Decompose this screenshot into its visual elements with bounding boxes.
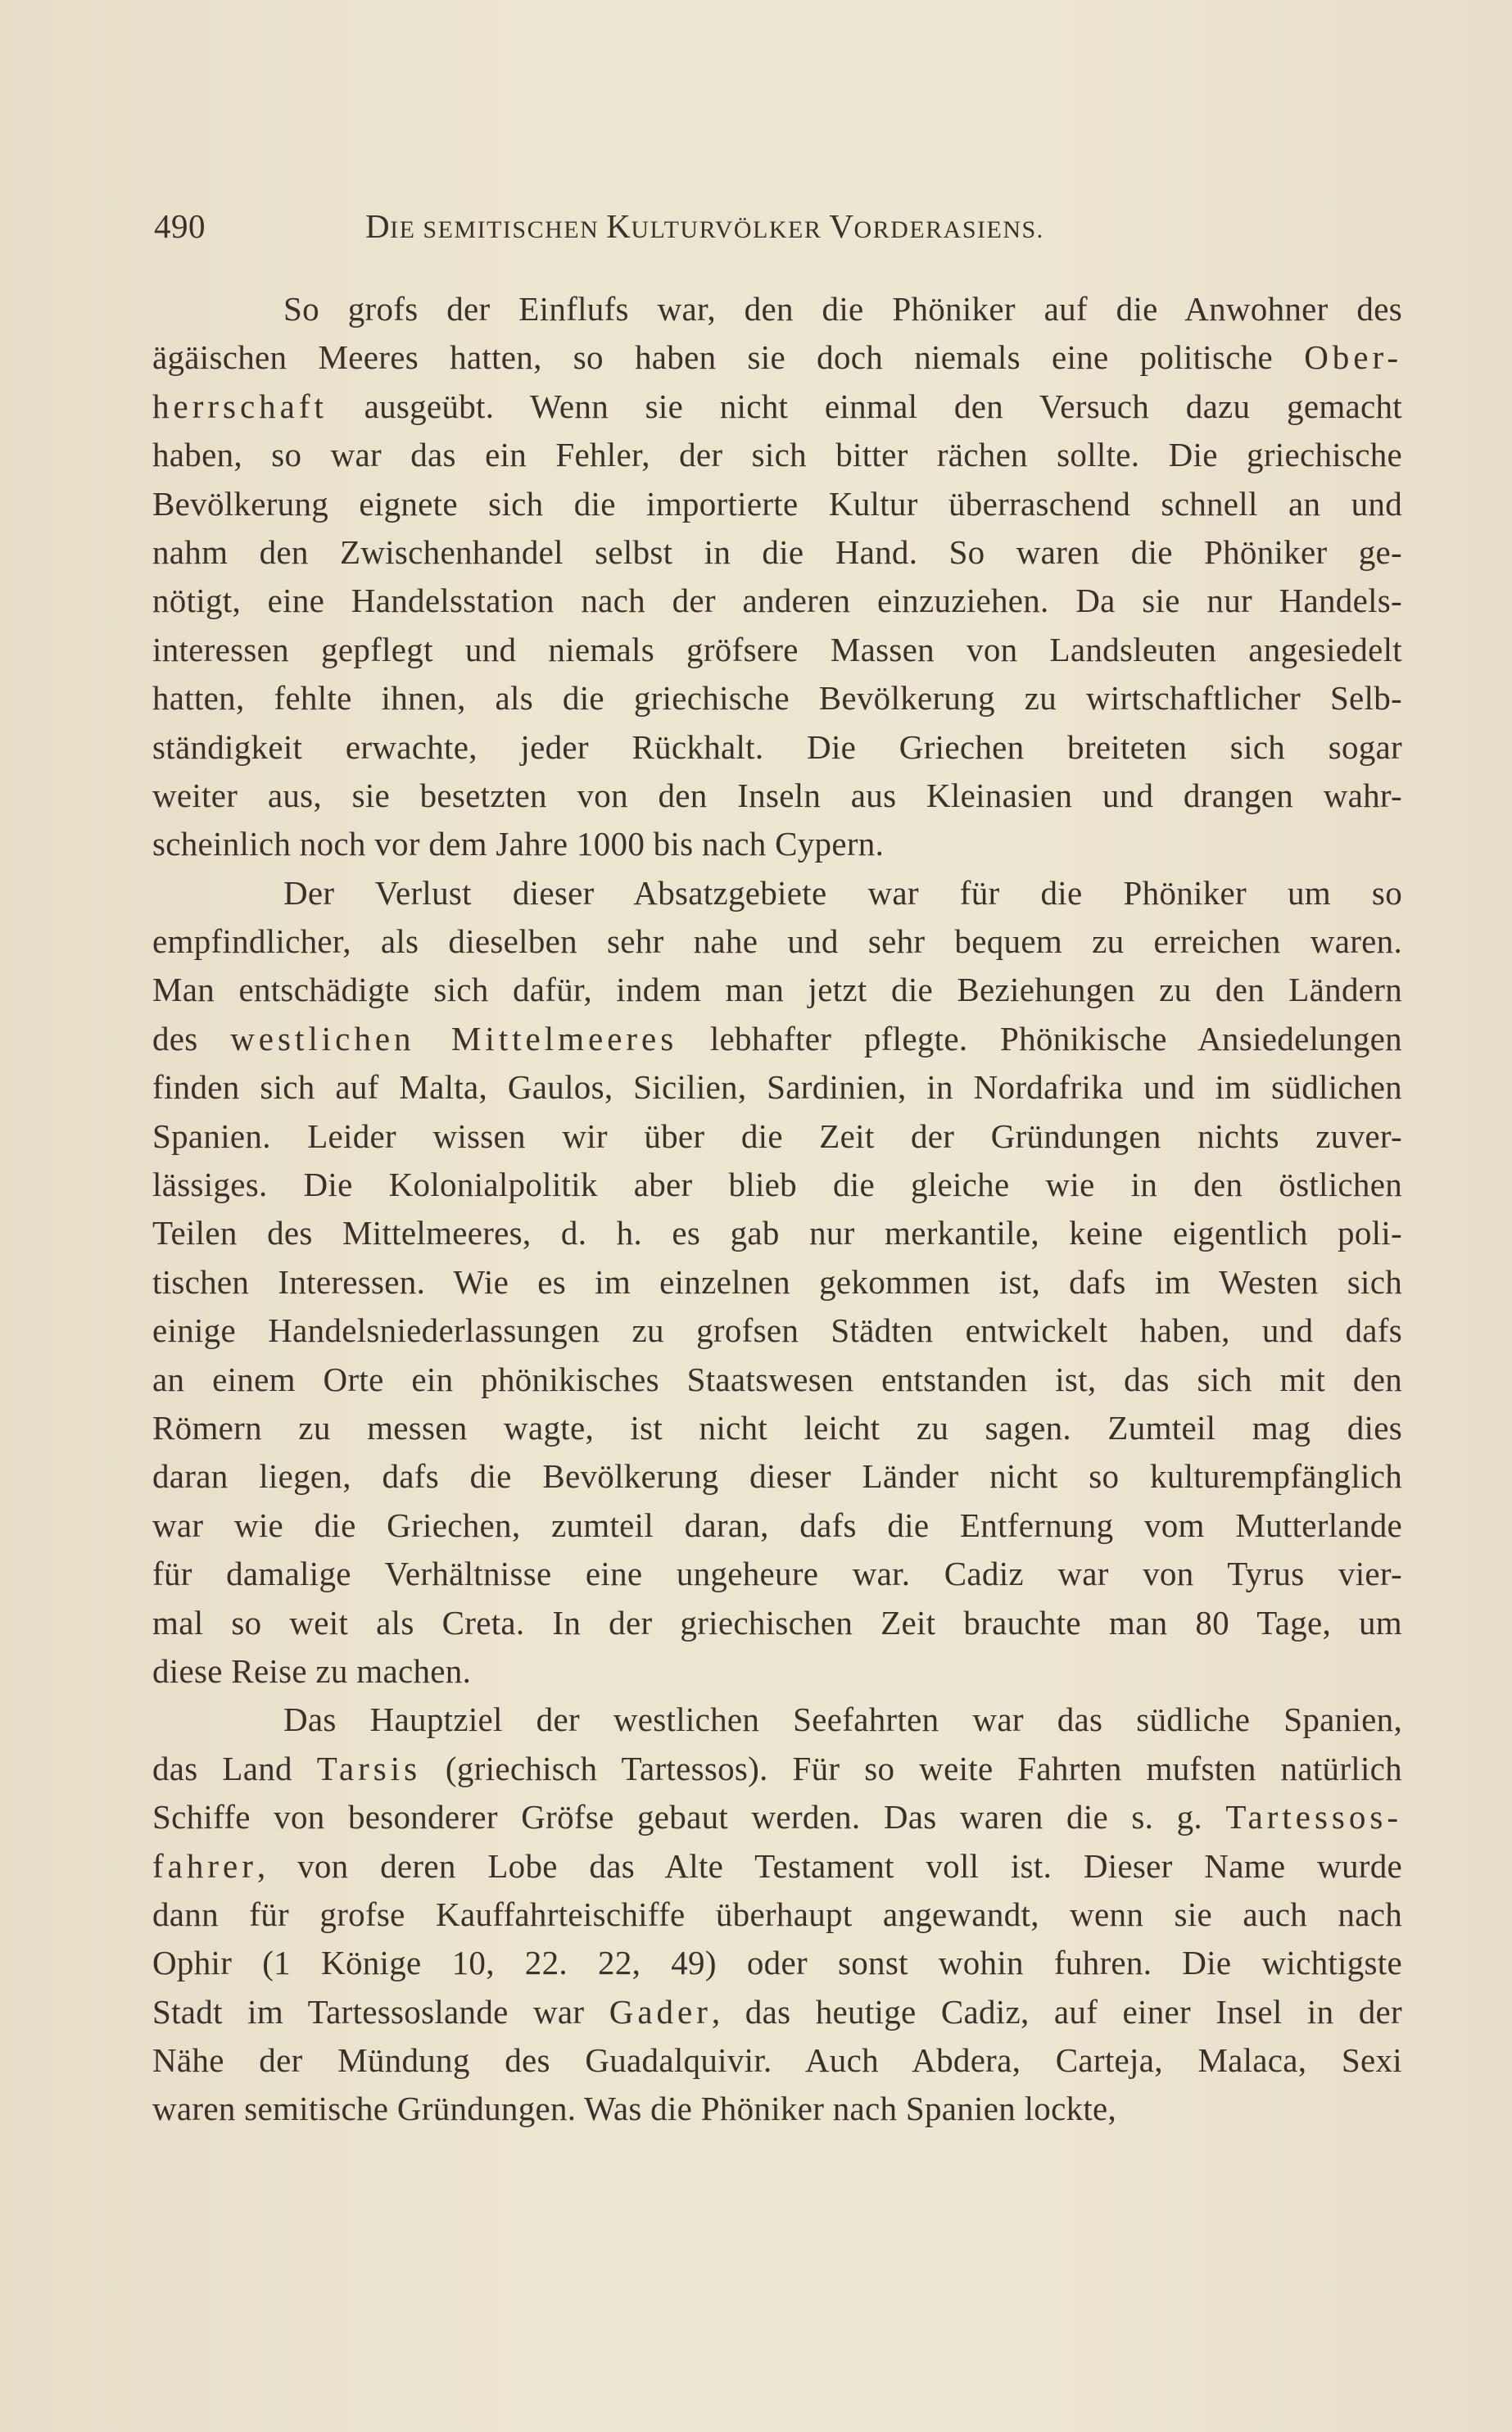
text-run: Ophir (1 Könige 10, 22. 22, 49) oder sonst wohin fuhren. Die wichtigste <box>152 1944 1402 1982</box>
text-run: empfindlicher, als dieselben sehr nahe und sehr bequem zu erreichen waren. <box>152 922 1402 961</box>
text-line <box>152 480 1402 528</box>
text-line <box>152 1161 1402 1209</box>
text-run: Bevölkerung eignete sich die importierte Kultur überraschend schnell an und <box>152 484 1402 523</box>
text-run: diese Reise zu machen. <box>152 1651 472 1690</box>
text-run: weiter aus, sie besetzten von den Inseln aus Kleinasien und drangen wahr- <box>152 776 1402 814</box>
text-line <box>152 869 1402 917</box>
text-line <box>152 1647 1402 1696</box>
text-line <box>152 1063 1402 1112</box>
text-line <box>152 1891 1402 1939</box>
text-line <box>152 674 1402 722</box>
body-text <box>152 285 1402 2134</box>
text-line <box>152 1307 1402 1355</box>
text-run: Der Verlust dieser Absatzgebiete war für die Phöniker um so <box>283 873 1402 912</box>
text-line <box>152 431 1402 479</box>
text-line <box>152 1501 1402 1550</box>
page-number: 490 <box>154 207 206 245</box>
text-run: ägäischen Meeres hatten, so haben sie doch niemals eine politische <box>152 338 1305 377</box>
text-line <box>152 1842 1402 1891</box>
text-run: dann für grofse Kauffahrteischiffe überhaupt angewandt, wenn sie auch nach <box>152 1895 1402 1933</box>
text-line <box>152 966 1402 1014</box>
text-line <box>152 1745 1402 1793</box>
paragraph <box>152 1696 1402 2134</box>
text-line <box>152 285 1402 333</box>
text-run: Nähe der Mündung des Guadalquivir. Auch Abdera, Carteja, Malaca, Sexi <box>152 2041 1402 2080</box>
page-header <box>154 202 1399 251</box>
text-run: So grofs der Einflufs war, den die Phöniker auf die Anwohner des <box>283 290 1402 328</box>
text-line <box>152 723 1402 772</box>
text-line <box>152 1452 1402 1501</box>
text-run: lässiges. Die Kolonialpolitik aber blieb die gleiche wie in den östlichen <box>152 1166 1402 1204</box>
text-line <box>152 1404 1402 1452</box>
text-run: Man entschädigte sich dafür, indem man jetzt die Beziehungen zu den Ländern <box>152 971 1402 1009</box>
text-run: das Land <box>152 1749 317 1787</box>
text-run: Teilen des Mittelmeeres, d. h. es gab nur merkantile, keine eigentlich poli- <box>152 1214 1402 1252</box>
text-run: nahm den Zwischenhandel selbst in die Hand. So waren die Phöniker ge- <box>152 532 1402 571</box>
text-run: tischen Interessen. Wie es im einzelnen gekommen ist, dafs im Westen sich <box>152 1262 1402 1301</box>
text-run: Spanien. Leider wissen wir über die Zeit der Gründungen nichts zuver- <box>152 1116 1402 1155</box>
text-run: lebhafter pflegte. Phönikische Ansiedelungen <box>677 1019 1402 1057</box>
text-run: (griechisch Tartessos). Für so weite Fahrten mufsten natürlich <box>421 1749 1402 1787</box>
text-line <box>152 1599 1402 1647</box>
text-line <box>152 2036 1402 2085</box>
paragraph <box>152 869 1402 1696</box>
spaced-emphasis: Tartessos- <box>1225 1798 1402 1836</box>
text-line <box>152 528 1402 577</box>
spaced-emphasis: westlichen Mittelmeeres <box>230 1019 678 1057</box>
text-line <box>152 1015 1402 1063</box>
text-line <box>152 917 1402 966</box>
text-run: mal so weit als Creta. In der griechischen Zeit brauchte man 80 Tage, um <box>152 1603 1402 1642</box>
text-run: daran liegen, dafs die Bevölkerung dieser Länder nicht so kulturempfänglich <box>152 1457 1402 1496</box>
text-line <box>152 577 1402 625</box>
text-line <box>152 383 1402 431</box>
running-head: DIE SEMITISCHEN KULTURVÖLKER VORDERASIENS. <box>365 207 1044 245</box>
text-run: haben, so war das ein Fehler, der sich bitter rächen sollte. Die griechische <box>152 436 1402 474</box>
text-line <box>152 1112 1402 1161</box>
paragraph <box>152 285 1402 869</box>
text-run: Stadt im Tartessoslande war <box>152 1992 609 2031</box>
text-run: , das heutige Cadiz, auf einer Insel in der <box>711 1992 1402 2031</box>
text-line <box>152 1356 1402 1404</box>
text-run: interessen gepflegt und niemals gröfsere Massen von Landsleuten angesiedelt <box>152 630 1402 668</box>
text-run: , von deren Lobe das Alte Testament voll ist. Dieser Name wurde <box>256 1846 1402 1885</box>
text-line <box>152 333 1402 382</box>
text-run: Schiffe von besonderer Gröfse gebaut werden. Das waren die s. g. <box>152 1798 1226 1836</box>
spaced-emphasis: fahrer <box>152 1846 257 1885</box>
text-run: ständigkeit erwachte, jeder Rückhalt. Die Griechen breiteten sich sogar <box>152 727 1402 766</box>
text-run: ausgeübt. Wenn sie nicht einmal den Versuch dazu gemacht <box>327 387 1402 425</box>
text-line <box>152 820 1402 868</box>
text-run: hatten, fehlte ihnen, als die griechische Bevölkerung zu wirtschaftlicher Selb- <box>152 679 1402 718</box>
spaced-emphasis: Gader <box>609 1992 712 2031</box>
text-run: scheinlich noch vor dem Jahre 1000 bis nach Cypern. <box>152 825 885 863</box>
text-run: einige Handelsniederlassungen zu grofsen Städten entwickelt haben, und dafs <box>152 1311 1402 1350</box>
text-line <box>152 1258 1402 1307</box>
text-line <box>152 2085 1402 2133</box>
text-line <box>152 1793 1402 1841</box>
text-line <box>152 1550 1402 1598</box>
text-run: an einem Orte ein phönikisches Staatswesen entstanden ist, das sich mit den <box>152 1360 1402 1398</box>
text-line <box>152 1209 1402 1257</box>
text-run: war wie die Griechen, zumteil daran, dafs die Entfernung vom Mutterlande <box>152 1506 1402 1544</box>
text-line <box>152 626 1402 674</box>
text-run: waren semitische Gründungen. Was die Phöniker nach Spanien lockte, <box>152 2090 1117 2128</box>
spaced-emphasis: herrschaft <box>152 387 328 425</box>
text-run: des <box>152 1019 231 1057</box>
spaced-emphasis: Ober- <box>1304 338 1402 377</box>
text-line <box>152 1939 1402 1987</box>
text-run: Römern zu messen wagte, ist nicht leicht zu sagen. Zumteil mag dies <box>152 1408 1402 1447</box>
text-line <box>152 772 1402 820</box>
text-run: Das Hauptziel der westlichen Seefahrten war das südliche Spanien, <box>283 1701 1402 1739</box>
text-run: finden sich auf Malta, Gaulos, Sicilien, Sardinien, in Nordafrika und im südlichen <box>152 1068 1402 1107</box>
text-run: nötigt, eine Handelsstation nach der anderen einzuziehen. Da sie nur Handels- <box>152 582 1402 620</box>
text-line <box>152 1696 1402 1744</box>
text-run: für damalige Verhältnisse eine ungeheure war. Cadiz war von Tyrus vier- <box>152 1555 1402 1593</box>
text-line <box>152 1988 1402 2036</box>
spaced-emphasis: Tarsis <box>316 1749 422 1787</box>
